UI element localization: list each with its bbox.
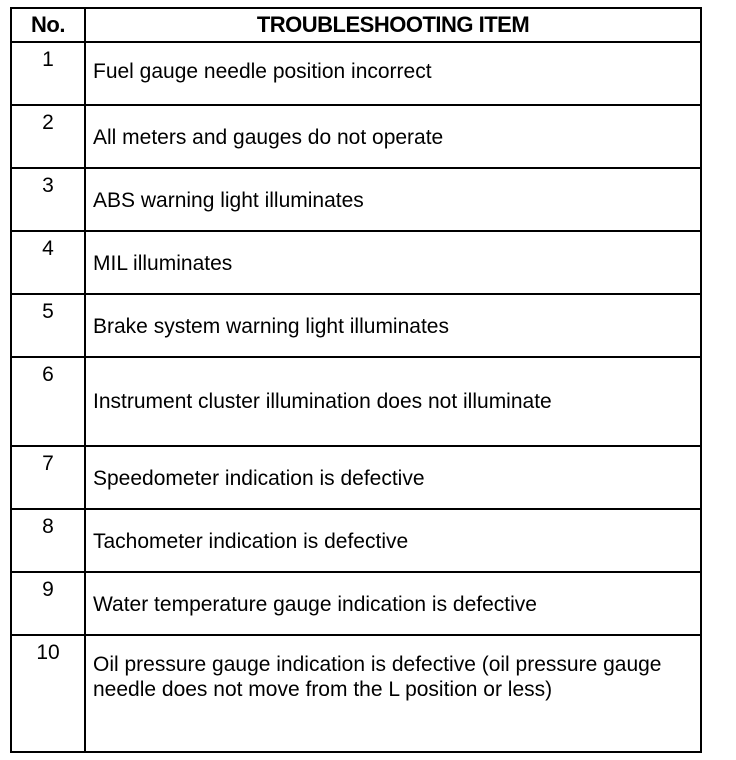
troubleshooting-item-text: Water temperature gauge indication is defective [85,572,701,635]
table-header-row [11,8,701,42]
row-number: 2 [11,105,85,168]
troubleshooting-item-text: Oil pressure gauge indication is defective (oil pressure gauge needle does not move from the L position or less) [85,635,701,752]
table-row [11,357,701,446]
row-number: 9 [11,572,85,635]
column-header-no: No. [11,8,85,42]
table-row [11,509,701,572]
troubleshooting-item-text: MIL illuminates [85,231,701,294]
row-number: 8 [11,509,85,572]
troubleshooting-item-text: ABS warning light illuminates [85,168,701,231]
troubleshooting-item-text: Fuel gauge needle position incorrect [85,42,701,105]
troubleshooting-item-text: All meters and gauges do not operate [85,105,701,168]
table-row [11,572,701,635]
row-number: 7 [11,446,85,509]
troubleshooting-table [10,7,702,753]
table-row [11,635,701,752]
row-number: 1 [11,42,85,105]
row-number: 5 [11,294,85,357]
troubleshooting-item-text: Tachometer indication is defective [85,509,701,572]
table-row [11,42,701,105]
row-number: 6 [11,357,85,446]
column-header-troubleshooting-item: TROUBLESHOOTING ITEM [85,8,701,42]
troubleshooting-item-text: Brake system warning light illuminates [85,294,701,357]
troubleshooting-item-text: Speedometer indication is defective [85,446,701,509]
table-row [11,446,701,509]
troubleshooting-item-text: Instrument cluster illumination does not illuminate [85,357,701,446]
row-number: 4 [11,231,85,294]
table-row [11,294,701,357]
row-number: 10 [11,635,85,752]
troubleshooting-table-container [10,7,700,753]
row-number: 3 [11,168,85,231]
table-row [11,105,701,168]
table-row [11,231,701,294]
table-row [11,168,701,231]
